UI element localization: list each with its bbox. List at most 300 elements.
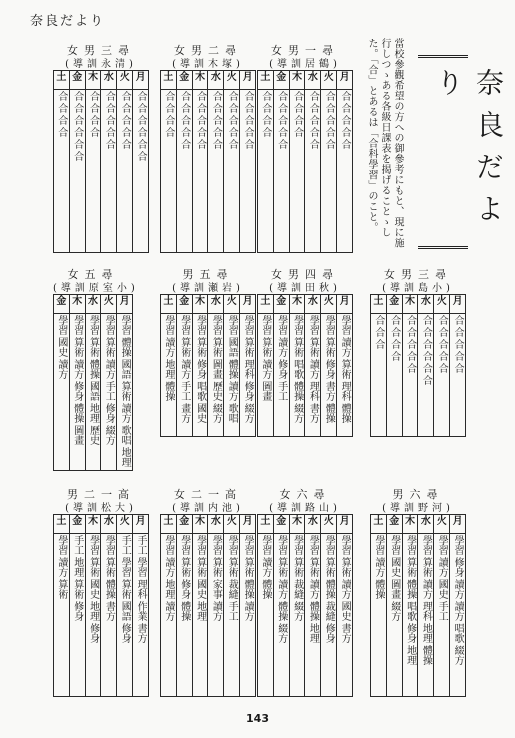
- period-cell: 學習: [339, 315, 351, 335]
- period-cell: 書方: [307, 403, 319, 423]
- day-column: [54, 314, 70, 471]
- day-column: [133, 90, 149, 253]
- day-header: 土: [258, 71, 274, 90]
- period-cell: 修身: [87, 623, 99, 643]
- teacher-name: (導訓木塚): [172, 59, 244, 70]
- timetable-card: [160, 266, 256, 436]
- day-column: [273, 314, 289, 437]
- day-header: 火: [117, 71, 133, 90]
- day-column: [85, 534, 101, 697]
- period-cell: 國史: [194, 579, 206, 599]
- period-cell: 算術: [291, 337, 303, 357]
- class-title: 男二一高: [67, 488, 135, 501]
- period-cell: 算術: [242, 337, 254, 357]
- period-cell: 合: [388, 327, 400, 337]
- period-cell: 合: [135, 91, 147, 101]
- period-cell: 手工: [119, 535, 131, 555]
- day-column: [208, 534, 224, 697]
- timetable: [257, 294, 353, 437]
- day-header: 月: [240, 71, 256, 90]
- day-header: 土: [54, 515, 70, 534]
- day-column: [321, 534, 337, 697]
- period-cell: 合: [275, 115, 287, 125]
- period-cell: 合: [194, 91, 206, 101]
- period-cell: 唱歌: [194, 381, 206, 401]
- period-cell: 綴方: [103, 425, 115, 445]
- section-title-block: [418, 55, 505, 249]
- period-cell: 地理: [194, 601, 206, 621]
- period-cell: 作業: [135, 601, 147, 621]
- day-header: 月: [240, 515, 256, 534]
- day-column: [161, 90, 177, 253]
- day-column: [69, 90, 85, 253]
- period-cell: 學習: [259, 535, 271, 555]
- period-cell: 算術: [259, 337, 271, 357]
- period-cell: 合: [162, 91, 174, 101]
- day-header: 月: [133, 515, 149, 534]
- period-cell: 算術: [210, 337, 222, 357]
- period-cell: 合: [242, 115, 254, 125]
- timetable-card: [160, 486, 256, 696]
- day-header: 木: [85, 71, 101, 90]
- period-cell: 算術: [119, 381, 131, 401]
- day-column: [289, 534, 305, 697]
- day-header: 月: [337, 295, 353, 314]
- period-cell: 合: [275, 91, 287, 101]
- day-header: 水: [305, 71, 321, 90]
- day-column: [402, 534, 418, 697]
- period-cell: 學習: [242, 535, 254, 555]
- period-cell: 合: [162, 127, 174, 137]
- period-cell: 算術: [323, 337, 335, 357]
- teacher-name: (導訓原室小): [53, 283, 139, 294]
- day-header: 金: [176, 71, 192, 90]
- period-cell: 合: [162, 115, 174, 125]
- period-cell: 學習: [87, 535, 99, 555]
- period-cell: 合: [194, 115, 206, 125]
- class-title: 男六尋: [392, 488, 444, 501]
- teacher-name: (導訓内池): [172, 503, 244, 514]
- period-cell: 學習: [372, 535, 384, 555]
- period-cell: 合: [259, 103, 271, 113]
- period-cell: 合: [404, 339, 416, 349]
- day-column: [117, 534, 133, 697]
- period-cell: 算術: [178, 557, 190, 577]
- period-cell: 算術: [323, 557, 335, 577]
- day-header: 木: [289, 515, 305, 534]
- period-cell: 合: [103, 91, 115, 101]
- period-cell: 書方: [135, 623, 147, 643]
- timetable: [160, 70, 256, 253]
- timetable-card: [53, 486, 149, 696]
- period-cell: 合: [275, 139, 287, 149]
- day-column: [224, 90, 240, 253]
- period-cell: 合: [436, 339, 448, 349]
- running-title: 奈良だより: [30, 14, 106, 29]
- day-header: 土: [258, 515, 274, 534]
- page-number: 143: [246, 712, 269, 725]
- period-cell: 讀方: [307, 579, 319, 599]
- period-cell: 體操: [307, 601, 319, 621]
- timetable-card: [257, 266, 353, 436]
- period-cell: 合: [103, 115, 115, 125]
- period-cell: 地理: [71, 557, 83, 577]
- period-cell: 算術: [119, 579, 131, 599]
- day-column: [289, 314, 305, 437]
- day-header: 水: [101, 515, 117, 534]
- timetable-card: [53, 42, 149, 252]
- period-cell: 讀方: [275, 579, 287, 599]
- period-cell: 合: [452, 363, 464, 373]
- day-header: 月: [240, 295, 256, 314]
- period-cell: 算術: [307, 557, 319, 577]
- day-column: [386, 314, 402, 437]
- period-cell: 學習: [291, 315, 303, 335]
- day-header: 金: [273, 295, 289, 314]
- period-cell: 算術: [307, 337, 319, 357]
- class-title: 女二一高: [174, 488, 242, 501]
- period-cell: 合: [452, 327, 464, 337]
- day-column: [289, 90, 305, 253]
- day-header: 水: [418, 295, 434, 314]
- period-cell: 綴方: [242, 403, 254, 423]
- period-cell: 綴方: [210, 403, 222, 423]
- period-cell: 合: [259, 115, 271, 125]
- period-cell: 修身: [242, 381, 254, 401]
- day-header: 土: [371, 295, 387, 314]
- period-cell: 裁縫: [323, 601, 335, 621]
- period-cell: 國語: [87, 381, 99, 401]
- class-title: 女男一尋: [271, 44, 339, 57]
- day-column: [321, 314, 337, 437]
- period-cell: 讀方: [259, 359, 271, 379]
- period-cell: 合: [404, 363, 416, 373]
- period-cell: 修身: [323, 623, 335, 643]
- period-cell: 體操: [71, 403, 83, 423]
- period-cell: 手工: [103, 381, 115, 401]
- period-cell: 合: [323, 91, 335, 101]
- period-cell: 合: [210, 103, 222, 113]
- period-cell: 合: [103, 103, 115, 113]
- period-cell: 歌唱: [119, 425, 131, 445]
- period-cell: 體操: [119, 337, 131, 357]
- timetable-card: [160, 42, 256, 252]
- period-cell: 讀方: [372, 557, 384, 577]
- period-cell: 合: [226, 115, 238, 125]
- period-cell: 合: [135, 103, 147, 113]
- day-header: 水: [208, 295, 224, 314]
- period-cell: 合: [226, 127, 238, 137]
- period-cell: 國史: [436, 579, 448, 599]
- day-column: [337, 314, 353, 437]
- period-cell: 合: [210, 115, 222, 125]
- period-cell: 算術: [404, 557, 416, 577]
- period-cell: 手工: [178, 381, 190, 401]
- period-cell: 手工: [275, 381, 287, 401]
- day-column: [161, 314, 177, 437]
- period-cell: 學習: [242, 315, 254, 335]
- period-cell: 體操: [87, 359, 99, 379]
- day-header: 月: [450, 295, 466, 314]
- day-column: [85, 90, 101, 253]
- period-cell: 算術: [291, 557, 303, 577]
- period-cell: 綴方: [291, 601, 303, 621]
- period-cell: 合: [388, 315, 400, 325]
- day-column: [337, 90, 353, 253]
- period-cell: 讀方: [339, 579, 351, 599]
- period-cell: 合: [87, 103, 99, 113]
- period-cell: 唱歌: [452, 623, 464, 643]
- period-cell: 修身: [323, 359, 335, 379]
- period-cell: 合: [291, 115, 303, 125]
- period-cell: 合: [420, 363, 432, 373]
- teacher-name: (導訓永清): [65, 59, 137, 70]
- period-cell: 讀方: [103, 359, 115, 379]
- period-cell: 讀方: [307, 359, 319, 379]
- period-cell: 合: [420, 351, 432, 361]
- period-cell: 合: [55, 103, 67, 113]
- period-cell: 合: [71, 115, 83, 125]
- period-cell: 學習: [226, 535, 238, 555]
- day-header: 土: [54, 71, 70, 90]
- period-cell: 合: [339, 115, 351, 125]
- period-cell: 讀方: [55, 359, 67, 379]
- period-cell: 算術: [339, 359, 351, 379]
- day-column: [337, 534, 353, 697]
- period-cell: 算術: [226, 557, 238, 577]
- period-cell: 修身: [103, 403, 115, 423]
- period-cell: 合: [420, 375, 432, 385]
- period-cell: 合: [178, 127, 190, 137]
- period-cell: 合: [291, 91, 303, 101]
- day-header: 火: [321, 71, 337, 90]
- period-cell: 合: [55, 127, 67, 137]
- period-cell: 讀方: [420, 579, 432, 599]
- day-column: [240, 90, 256, 253]
- period-cell: 合: [388, 351, 400, 361]
- period-cell: 算術: [194, 337, 206, 357]
- day-column: [101, 90, 117, 253]
- day-column: [450, 534, 466, 697]
- day-header: 水: [305, 515, 321, 534]
- day-column: [192, 314, 208, 437]
- period-cell: 合: [103, 127, 115, 137]
- day-column: [224, 314, 240, 437]
- day-header: 土: [161, 295, 177, 314]
- day-header: 土: [161, 71, 177, 90]
- timetable: [53, 294, 133, 471]
- period-cell: 讀方: [162, 557, 174, 577]
- period-cell: 合: [71, 151, 83, 161]
- day-header: 月: [337, 71, 353, 90]
- period-cell: 合: [339, 139, 351, 149]
- timetable-card: [257, 42, 353, 252]
- teacher-name: (導訓居鶴): [269, 59, 341, 70]
- period-cell: 理科: [420, 601, 432, 621]
- period-cell: 算術: [87, 557, 99, 577]
- day-header: 水: [85, 295, 101, 314]
- day-column: [54, 534, 70, 697]
- period-cell: 地理: [162, 359, 174, 379]
- period-cell: 合: [259, 127, 271, 137]
- period-cell: 體操: [339, 403, 351, 423]
- period-cell: 合: [323, 127, 335, 137]
- day-header: 土: [258, 295, 274, 314]
- day-column: [450, 314, 466, 437]
- day-column: [224, 534, 240, 697]
- period-cell: 合: [226, 103, 238, 113]
- period-cell: 算術: [275, 557, 287, 577]
- period-cell: 地理: [404, 645, 416, 665]
- period-cell: 合: [87, 91, 99, 101]
- period-cell: 算術: [103, 557, 115, 577]
- period-cell: 合: [178, 115, 190, 125]
- period-cell: 學習: [226, 315, 238, 335]
- period-cell: 學習: [103, 315, 115, 335]
- period-cell: 學習: [452, 535, 464, 555]
- period-cell: 合: [119, 127, 131, 137]
- day-header: 木: [402, 515, 418, 534]
- period-cell: 國史: [87, 579, 99, 599]
- day-header: 火: [321, 515, 337, 534]
- period-cell: 合: [55, 91, 67, 101]
- period-cell: 合: [87, 115, 99, 125]
- teacher-name: (導訓田秋): [269, 283, 341, 294]
- day-column: [240, 314, 256, 437]
- period-cell: 歌唱: [226, 403, 238, 423]
- period-cell: 學習: [87, 315, 99, 335]
- period-cell: 體操: [242, 579, 254, 599]
- day-header: 金: [176, 295, 192, 314]
- day-header: 火: [321, 295, 337, 314]
- period-cell: 合: [388, 339, 400, 349]
- period-cell: 手工: [226, 601, 238, 621]
- period-cell: 學習: [162, 535, 174, 555]
- period-cell: 讀方: [436, 557, 448, 577]
- day-column: [176, 314, 192, 437]
- period-cell: 學習: [323, 315, 335, 335]
- day-column: [176, 90, 192, 253]
- day-column: [258, 534, 274, 697]
- period-cell: 合: [71, 139, 83, 149]
- teacher-name: (導訓松大): [65, 503, 137, 514]
- day-header: 火: [224, 515, 240, 534]
- period-cell: 圖畫: [71, 425, 83, 445]
- day-column: [402, 314, 418, 437]
- day-header: 木: [289, 71, 305, 90]
- period-cell: 學習: [194, 315, 206, 335]
- period-cell: 國史: [55, 337, 67, 357]
- period-cell: 學習: [71, 315, 83, 335]
- period-cell: 地理: [307, 623, 319, 643]
- day-column: [434, 534, 450, 697]
- period-cell: 學習: [388, 535, 400, 555]
- day-header: 金: [273, 515, 289, 534]
- period-cell: 國語: [226, 337, 238, 357]
- day-header: 水: [208, 71, 224, 90]
- period-cell: 手工: [71, 535, 83, 555]
- period-cell: 合: [119, 115, 131, 125]
- day-column: [54, 90, 70, 253]
- period-cell: 合: [242, 103, 254, 113]
- period-cell: 讀方: [339, 337, 351, 357]
- day-header: 水: [208, 515, 224, 534]
- day-header: 月: [133, 71, 149, 90]
- period-cell: 合: [452, 339, 464, 349]
- period-cell: 合: [135, 139, 147, 149]
- period-cell: 合: [404, 327, 416, 337]
- period-cell: 修身: [452, 557, 464, 577]
- period-cell: 合: [323, 139, 335, 149]
- period-cell: 國語: [119, 601, 131, 621]
- period-cell: 學習: [307, 535, 319, 555]
- day-header: 金: [54, 295, 70, 314]
- period-cell: 唱歌: [404, 601, 416, 621]
- day-header: 月: [117, 295, 133, 314]
- period-cell: 合: [55, 115, 67, 125]
- period-cell: 體操: [420, 645, 432, 665]
- period-cell: 合: [178, 103, 190, 113]
- period-cell: 合: [178, 139, 190, 149]
- day-header: 火: [224, 71, 240, 90]
- period-cell: 合: [452, 315, 464, 325]
- period-cell: 地理: [162, 579, 174, 599]
- timetable: [370, 294, 466, 437]
- period-cell: 合: [226, 91, 238, 101]
- day-header: 木: [192, 295, 208, 314]
- period-cell: 學習: [135, 557, 147, 577]
- period-cell: 歷史: [210, 381, 222, 401]
- class-title: 女男三尋: [384, 268, 452, 281]
- period-cell: 地理: [87, 403, 99, 423]
- timetable-card: [257, 486, 353, 696]
- period-cell: 合: [210, 139, 222, 149]
- timetable-card: [370, 266, 466, 436]
- period-cell: 學習: [436, 535, 448, 555]
- period-cell: 修身: [119, 623, 131, 643]
- period-cell: 體操: [259, 579, 271, 599]
- day-header: 火: [101, 295, 117, 314]
- period-cell: 手工: [436, 601, 448, 621]
- period-cell: 算術: [242, 557, 254, 577]
- day-header: 金: [386, 515, 402, 534]
- day-column: [418, 314, 434, 437]
- period-cell: 修身: [71, 381, 83, 401]
- period-cell: 綴方: [452, 645, 464, 665]
- period-cell: 合: [210, 91, 222, 101]
- period-cell: 體操: [323, 403, 335, 423]
- class-title: 女男二尋: [174, 44, 242, 57]
- period-cell: 讀方: [452, 579, 464, 599]
- day-column: [258, 314, 274, 437]
- day-header: 火: [117, 515, 133, 534]
- period-cell: 學習: [119, 315, 131, 335]
- period-cell: 修身: [404, 623, 416, 643]
- section-title: 奈良だより: [432, 68, 505, 236]
- day-column: [386, 534, 402, 697]
- period-cell: 體操: [291, 381, 303, 401]
- period-cell: 讀方: [226, 381, 238, 401]
- period-cell: 合: [135, 151, 147, 161]
- period-cell: 合: [71, 127, 83, 137]
- day-header: 木: [192, 71, 208, 90]
- period-cell: 學習: [259, 315, 271, 335]
- period-cell: 合: [307, 139, 319, 149]
- period-cell: 體操: [372, 579, 384, 599]
- day-header: 土: [371, 515, 387, 534]
- period-cell: 裁縫: [226, 579, 238, 599]
- period-cell: 學習: [178, 535, 190, 555]
